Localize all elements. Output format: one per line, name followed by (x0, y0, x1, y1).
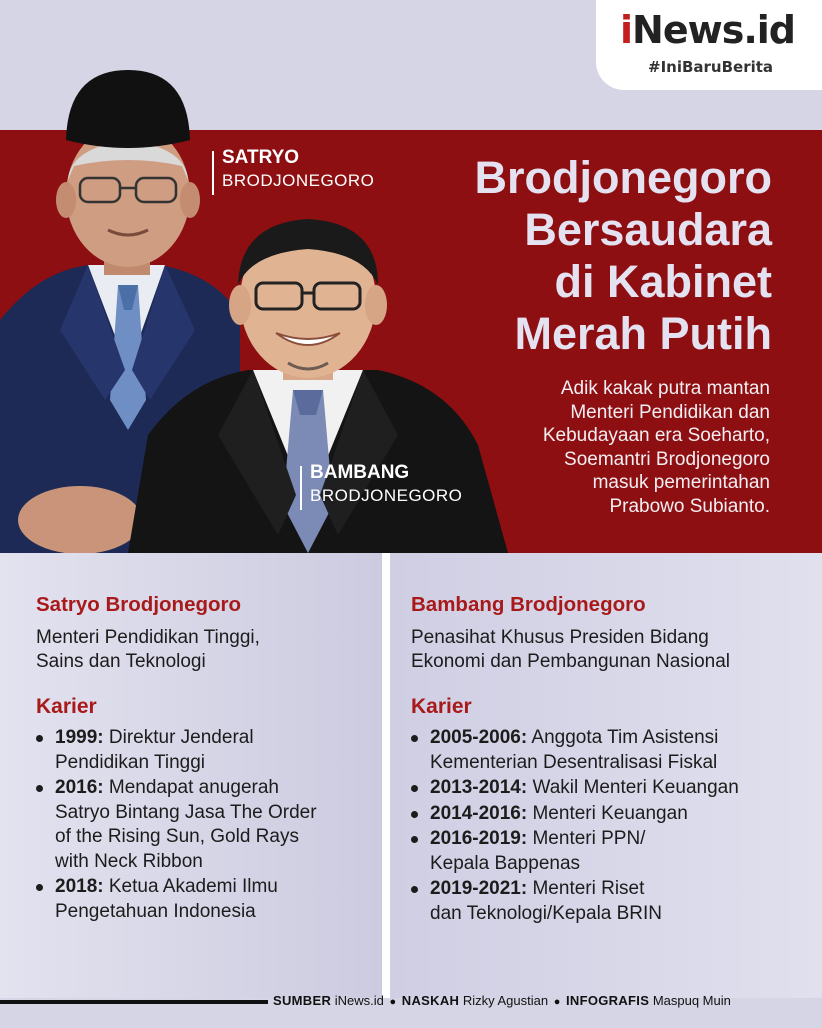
career-text: Menteri Riset dan Teknologi/Kepala BRIN (430, 878, 663, 924)
name-tag-bambang (300, 462, 490, 512)
profile-name: Satryo Brodjonegoro (36, 593, 242, 616)
inews-logo[interactable]: iNews.id (620, 8, 795, 52)
career-text: Menteri Keuangan (527, 802, 688, 824)
career-text: Wakil Menteri Keuangan (527, 777, 739, 798)
bullet-icon (411, 836, 418, 843)
name-tag-last: BRODJONEGORO (222, 171, 375, 190)
credit-label: NASKAH (401, 993, 460, 1008)
bullet-icon (411, 811, 418, 818)
separator-dot: ● (553, 996, 561, 1008)
name-tag-bar (212, 151, 214, 195)
bullet-icon (36, 884, 43, 891)
name-tag-satryo (212, 147, 402, 197)
headline-line: Merah Putih (514, 308, 772, 359)
career-year: 2016-2019: (430, 828, 528, 849)
career-item (411, 827, 811, 876)
credit-value: Maspuq Muin (652, 993, 731, 1008)
career-heading: Karier (411, 695, 472, 718)
career-year: 2016: (55, 777, 104, 798)
career-item (411, 776, 811, 801)
bambang-profile (411, 590, 811, 927)
subtitle-line: Menteri Pendidikan dan (570, 401, 770, 423)
bullet-icon (411, 735, 418, 742)
credits-footer (273, 993, 731, 1008)
career-year: 2018: (55, 876, 104, 897)
career-heading: Karier (36, 695, 97, 718)
credit-label: INFOGRAFIS (566, 993, 650, 1008)
subtitle-line: masuk pemerintahan (592, 472, 770, 493)
profile-role: Menteri Pendidikan Tinggi, Sains dan Teknologi (36, 627, 260, 672)
subtitle-line: Kebudayaan era Soeharto, (542, 425, 770, 446)
career-list (411, 726, 811, 926)
career-text: Anggota Tim Asistensi Kementerian Desentralisasi Fiskal (430, 727, 719, 773)
subtitle-line: Adik kakak putra mantan (560, 378, 770, 399)
bullet-icon (411, 886, 418, 893)
name-tag-first: SATRYO (222, 147, 300, 168)
satryo-profile (36, 590, 376, 925)
career-year: 2013-2014: (430, 777, 528, 798)
panel-divider (382, 553, 390, 998)
profile-role: Penasihat Khusus Presiden Bidang Ekonomi dan Pembangunan Nasional (411, 627, 730, 672)
career-item (411, 877, 811, 926)
career-year: 2005-2006: (430, 727, 528, 748)
career-text: Menteri PPN/ Kepala Bappenas (430, 828, 646, 874)
headline-line: Bersaudara (524, 204, 772, 255)
career-year: 1999: (55, 727, 104, 748)
credit-label: SUMBER (273, 993, 332, 1008)
tagline: #IniBaruBerita (648, 58, 774, 76)
career-text: Mendapat anugerah Satryo Bintang Jasa The Order of the Rising Sun, Gold Rays with Neck Ribbon (55, 777, 317, 872)
subtitle-line: Prabowo Subianto. (609, 495, 770, 517)
career-item (36, 875, 376, 924)
headline-line: di Kabinet (554, 256, 772, 307)
subtitle (480, 377, 770, 518)
name-tag-bar (300, 466, 302, 510)
profile-name: Bambang Brodjonegoro (411, 593, 646, 616)
bullet-icon (411, 785, 418, 792)
headline-line: Brodjonegoro (474, 152, 772, 203)
career-text: Direktur Jenderal Pendidikan Tinggi (55, 727, 254, 773)
career-item (36, 726, 376, 775)
footer-rule (0, 1000, 268, 1004)
bullet-icon (36, 785, 43, 792)
career-list (36, 726, 376, 924)
career-item (411, 726, 811, 775)
career-item (411, 802, 811, 827)
career-year: 2019-2021: (430, 878, 528, 899)
career-year: 2014-2016: (430, 802, 528, 824)
bullet-icon (36, 735, 43, 742)
career-text: Ketua Akademi Ilmu Pengetahuan Indonesia (55, 876, 278, 922)
headline (442, 152, 772, 360)
career-item (36, 776, 376, 874)
name-tag-last: BRODJONEGORO (310, 486, 463, 505)
subtitle-line: Soemantri Brodjonegoro (564, 448, 770, 470)
credit-value: iNews.id (334, 993, 384, 1008)
name-tag-first: BAMBANG (310, 462, 410, 483)
separator-dot: ● (389, 996, 397, 1008)
credit-value: Rizky Agustian (462, 993, 549, 1008)
